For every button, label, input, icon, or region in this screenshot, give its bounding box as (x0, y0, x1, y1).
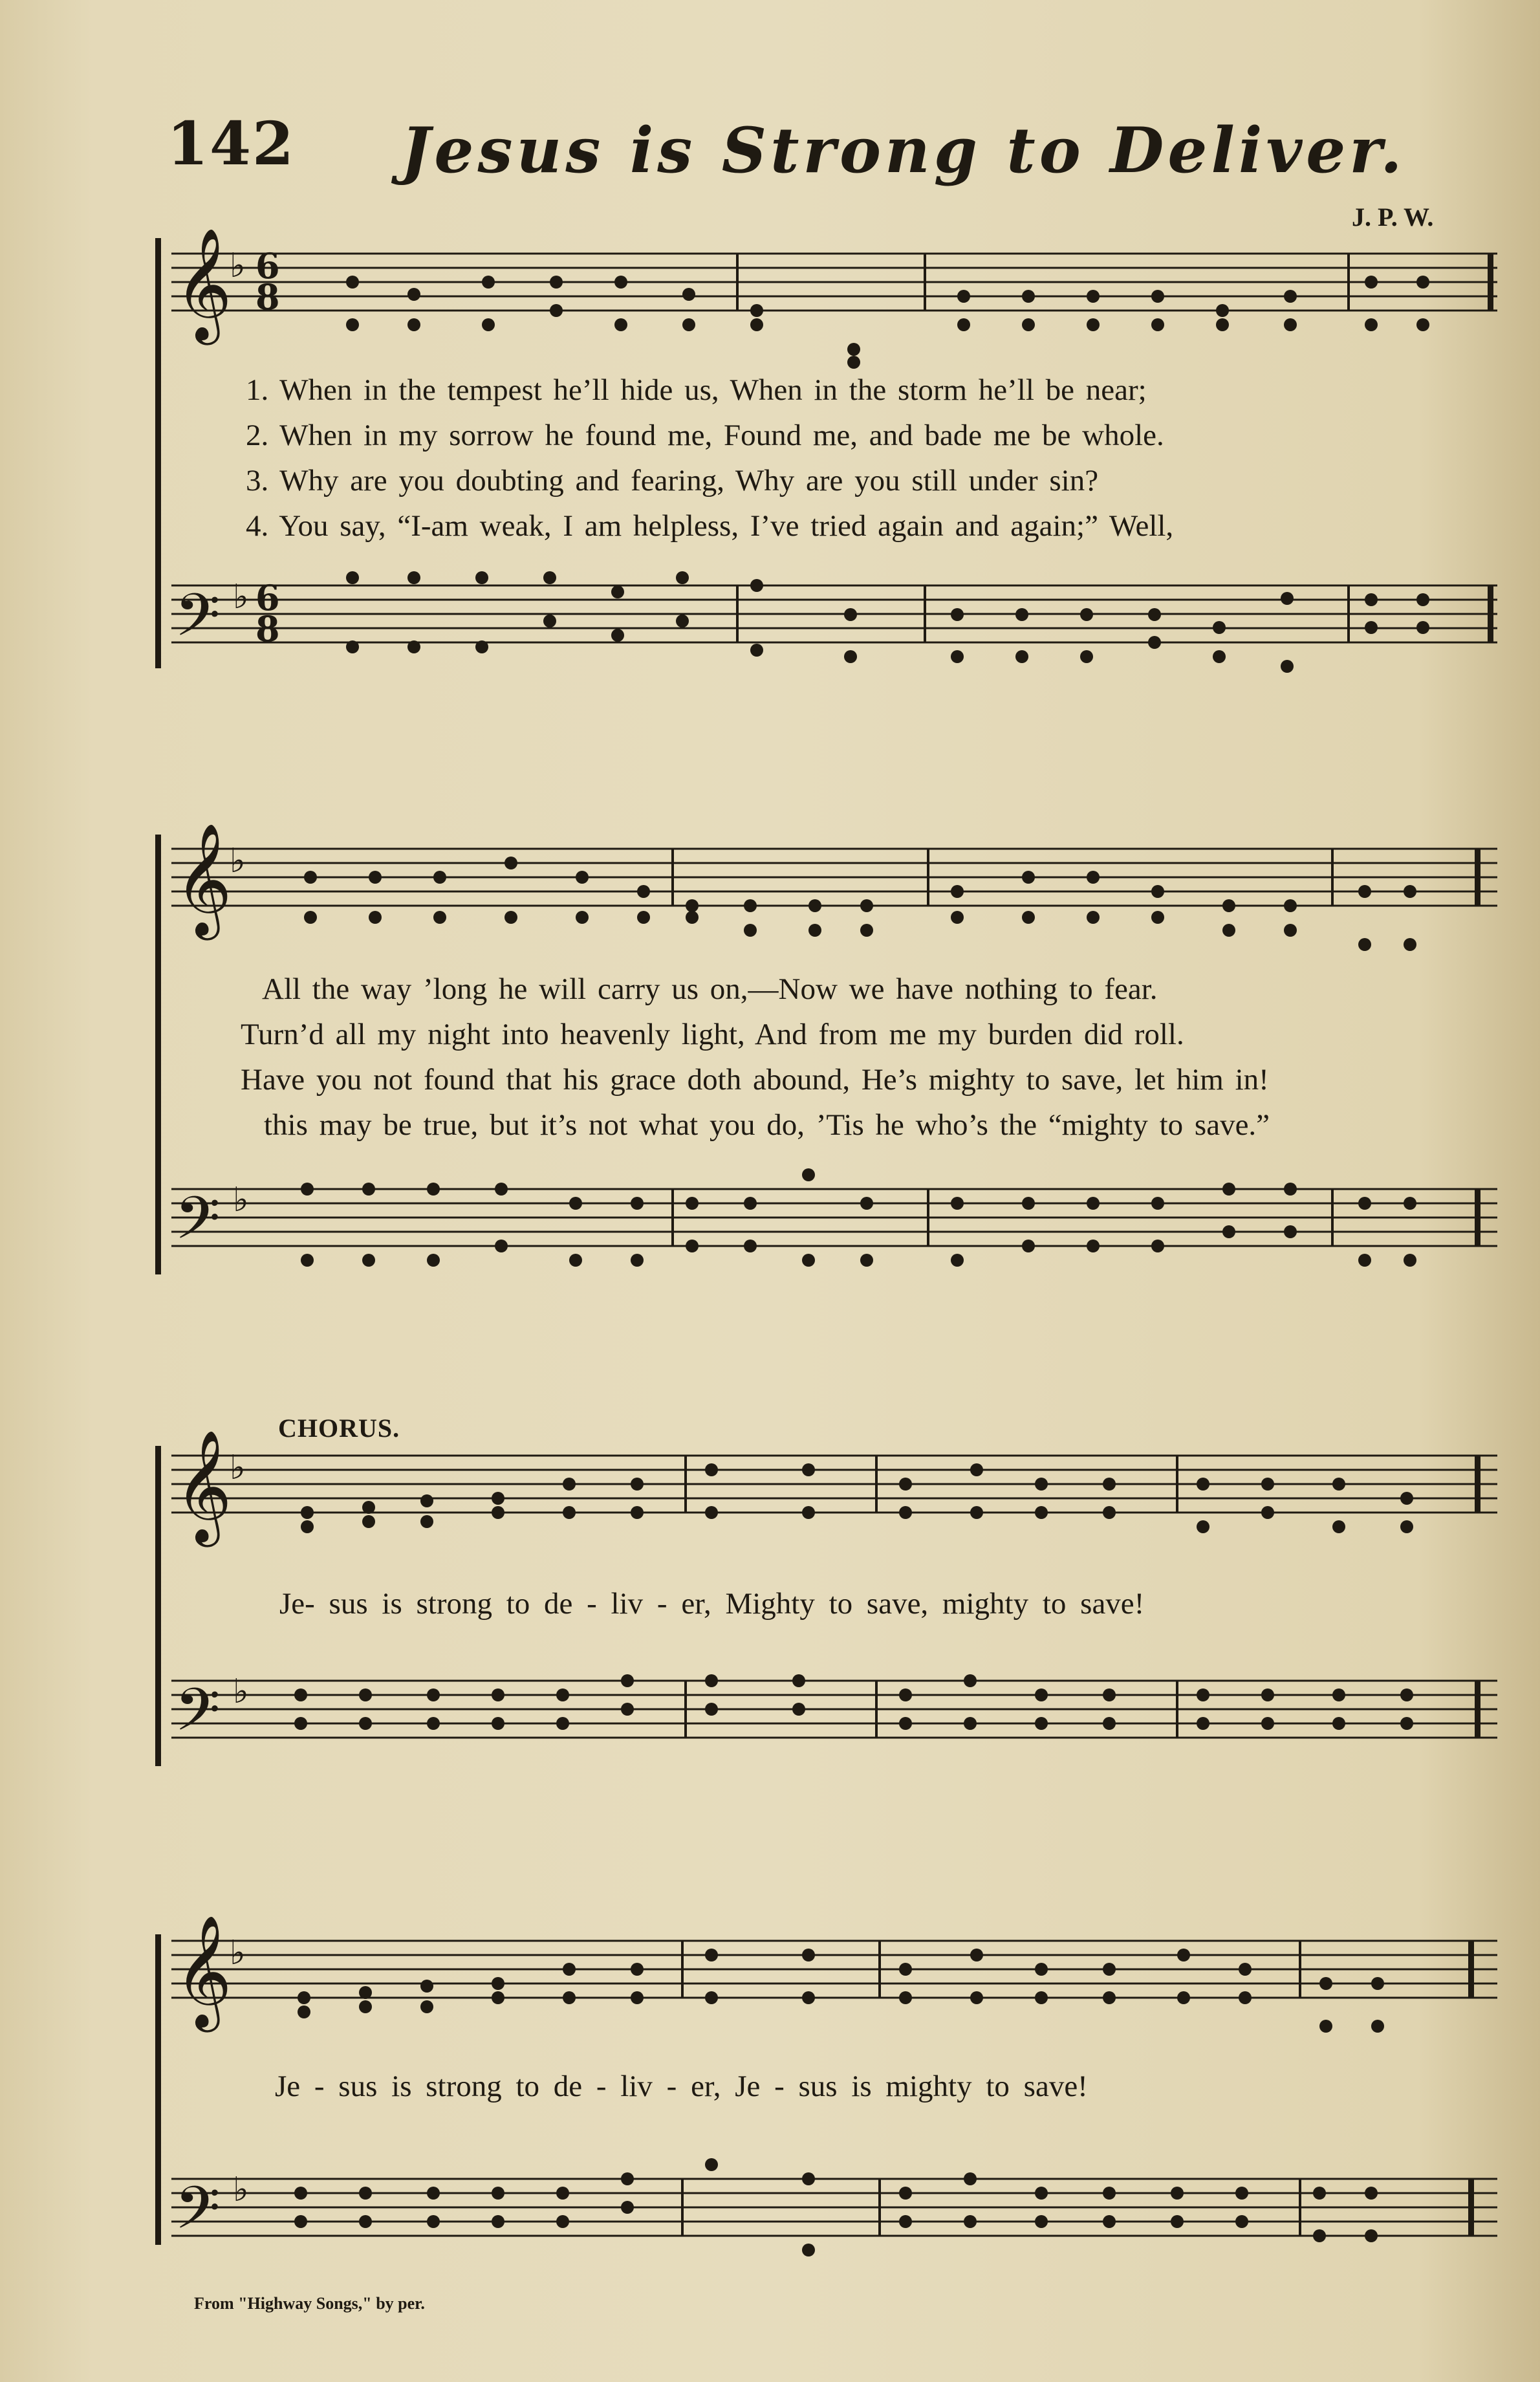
svg-text:8: 8 (255, 608, 280, 650)
svg-text:♭: ♭ (233, 2170, 249, 2209)
verse-3-line-a: 3. Why are you doubting and fearing, Why are you still under sin? (246, 464, 1099, 497)
svg-text:♭: ♭ (233, 1181, 249, 1219)
svg-text:♭: ♭ (230, 246, 246, 285)
chorus-line-1: Je- sus is strong to de - liv - er, Mighty to save, mighty to save! (279, 1587, 1145, 1621)
verse-4-line-b: this may be true, but it’s not what you do, ’Tis he who’s the “mighty to save.” (264, 1108, 1270, 1142)
svg-text:6: 6 (255, 577, 280, 618)
svg-text:𝄢: 𝄢 (175, 581, 221, 664)
hymn-title: Jesus is Strong to Deliver. (401, 114, 1406, 187)
chorus-line-2: Je - sus is strong to de - liv - er, Je - sus is mighty to save! (275, 2070, 1088, 2103)
chorus-label: CHORUS. (278, 1414, 400, 1443)
composer-credit: J. P. W. (1352, 202, 1434, 232)
svg-text:♭: ♭ (230, 1448, 246, 1487)
verse-4-line-a: 4. You say, “I-am weak, I am helpless, I’ve tried again and again;” Well, (246, 509, 1174, 543)
svg-text:𝄢: 𝄢 (175, 2174, 221, 2256)
svg-text:𝄢: 𝄢 (175, 1676, 221, 1758)
verse-3-line-b: Have you not found that his grace doth abound, He’s mighty to save, let him in! (241, 1063, 1269, 1097)
svg-text:𝄞: 𝄞 (175, 1915, 232, 2027)
svg-text:♭: ♭ (233, 1672, 249, 1711)
verse-1-line-b: All the way ’long he will carry us on,—Now we have nothing to fear. (262, 972, 1158, 1006)
svg-text:𝄞: 𝄞 (175, 1430, 232, 1542)
source-credit: From "Highway Songs," by per. (194, 2294, 425, 2313)
svg-text:♭: ♭ (230, 842, 246, 880)
svg-text:♭: ♭ (233, 578, 249, 617)
verse-1-line-a: 1. When in the tempest he’ll hide us, When in the storm he’ll be near; (246, 373, 1147, 407)
page-number: 142 (167, 109, 296, 179)
svg-text:8: 8 (255, 276, 280, 318)
svg-text:𝄞: 𝄞 (175, 823, 232, 935)
svg-text:𝄞: 𝄞 (175, 228, 232, 340)
svg-text:6: 6 (255, 245, 280, 287)
svg-text:♭: ♭ (230, 1934, 246, 1972)
verse-2-line-b: Turn’d all my night into heavenly light, And from me my burden did roll. (241, 1018, 1184, 1051)
verse-2-line-a: 2. When in my sorrow he found me, Found me, and bade me be whole. (246, 419, 1164, 452)
svg-text:𝄢: 𝄢 (175, 1184, 221, 1267)
